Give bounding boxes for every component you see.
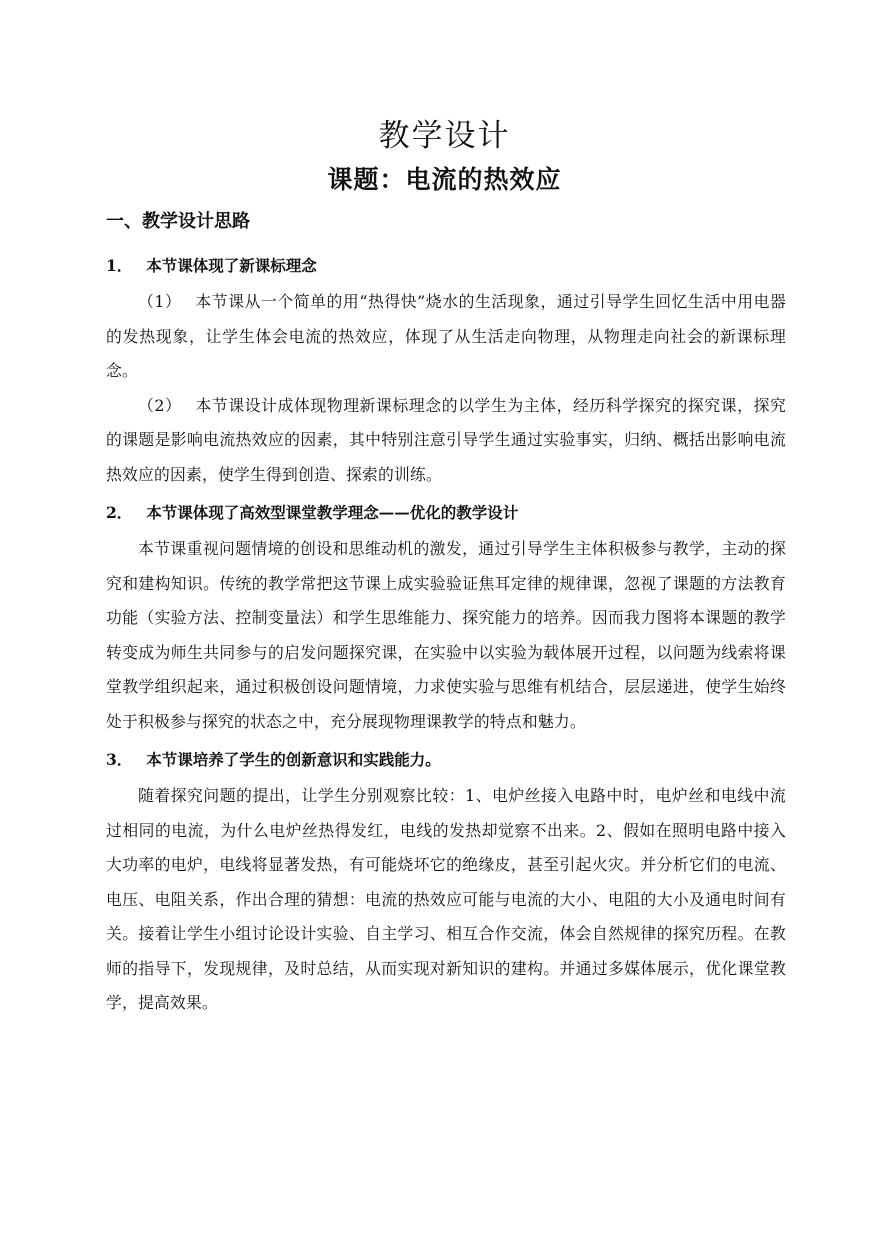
paragraph-text: 本节课从一个简单的用“热得快”烧水的生活现象，通过引导学生回忆生活中用电器的发热现象，让学生体会电流的热效应，体现了从生活走向物理，从物理走向社会的新课标理念。 (106, 292, 786, 380)
paragraph (106, 389, 786, 493)
subsection-title: 本节课体现了新课标理念 (146, 255, 317, 275)
document-body (106, 205, 786, 1021)
subsection-title: 本节课培养了学生的创新意识和实践能力。 (146, 749, 441, 769)
section-heading: 一、教学设计思路 (106, 211, 250, 232)
paragraph (106, 285, 786, 389)
subsection-heading-2 (106, 492, 786, 532)
subsection-number: 2． (106, 502, 133, 522)
lesson-subtitle: 课题：电流的热效应 (327, 165, 562, 194)
paragraph-tag: （1） (138, 292, 182, 311)
subsection-number: 1． (106, 255, 133, 275)
paragraph: 本节课重视问题情境的创设和思维动机的激发，通过引导学生主体积极参与教学，主动的探究和建构知识。传统的教学常把这节课上成实验验证焦耳定律的规律课，忽视了课题的方法教育功能（实验方法、控制变量法）和学生思维能力、探究能力的培养。因而我力图将本课题的教学转变成为师生共同参与的启发问题探究课，在实验中以实验为载体展开过程，以问题为线索将课堂教学组织起来，通过积极创设问题情境，力求使实验与思维有机结合，层层递进，使学生始终处于积极参与探究的状态之中，充分展现物理课教学的特点和魅力。 (106, 539, 786, 731)
paragraph: 随着探究问题的提出，让学生分别观察比较：1、电炉丝接入电路中时，电炉丝和电线中流过相同的电流，为什么电炉丝热得发红，电线的发热却觉察不出来。2、假如在照明电路中接入大功率的电炉，电线将显著发热，有可能烧坏它的绝缘皮，甚至引起火灾。并分析它们的电流、电压、电阻关系，作出合理的猜想：电流的热效应可能与电流的大小、电阻的大小及通电时间有关。接着让学生小组讨论设计实验、自主学习、相互合作交流，体会自然规律的探究历程。在教师的指导下，发现规律，及时总结，从而实现对新知识的建构。并通过多媒体展示，优化课堂教学，提高效果。 (106, 786, 786, 1012)
subsection-title: 本节课体现了高效型课堂教学理念——优化的教学设计 (146, 502, 519, 522)
paragraph-text: 本节课设计成体现物理新课标理念的以学生为主体，经历科学探究的探究课，探究的课题是影响电流热效应的因素，其中特别注意引导学生通过实验事实，归纳、概括出影响电流热效应的因素，使学生得到创造、探索的训练。 (106, 395, 786, 484)
paragraph-tag: （2） (138, 395, 182, 415)
subsection-heading-1 (106, 245, 786, 285)
subsection-number: 3． (106, 749, 133, 769)
document-title: 教学设计 (378, 118, 511, 154)
subsection-heading-3 (106, 739, 786, 779)
